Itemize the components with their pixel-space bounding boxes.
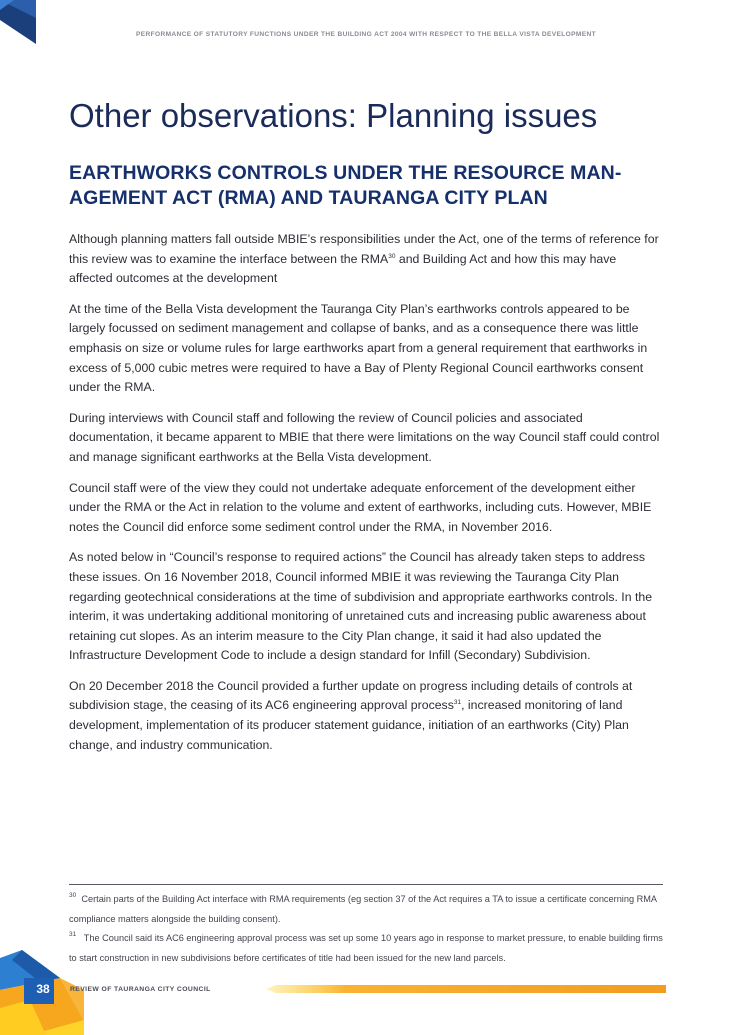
footnotes (69, 890, 669, 968)
footnote-ref-31: 31 (453, 699, 462, 707)
paragraph-6-part-b: , increased monitoring of land development, implementation of its producer statement guidance, initiation of an earthworks (City) Plan change, and industry communication. (69, 698, 629, 752)
section-heading: EARTHWORKS CONTROLS UNDER THE RESOURCE MAN-AGEMENT ACT (RMA) AND TAURANGA CITY PLAN (69, 162, 622, 209)
footnote-divider (69, 884, 663, 885)
paragraph-4: Council staff were of the view they could not undertake adequate enforcement of the development either under the RMA or the Act in relation to the volume and extent of earthworks, including cuts. However, MBIE notes the Council did enforce some sediment control under the RMA, in November 2016. (69, 480, 652, 534)
footnote-31 (69, 929, 669, 968)
running-header: PERFORMANCE OF STATUTORY FUNCTIONS UNDER THE BUILDING ACT 2004 WITH RESPECT TO THE BELLA VISTA DEVELOPMENT (136, 31, 596, 38)
footnote-30 (69, 890, 669, 929)
running-footer: REVIEW OF TAURANGA CITY COUNCIL (70, 986, 211, 993)
footnote-text: The Council said its AC6 engineering approval process was set up some 10 years ago in response to market pressure, to enable building firms to start construction in new subdivisions before certificates of title had been issued for the new land parcels. (69, 933, 663, 963)
paragraph-6 (69, 677, 661, 755)
paragraph-1 (69, 230, 661, 289)
paragraph-1-part-b: and Building Act and how this may have affected outcomes at the development (69, 251, 617, 286)
paragraph-2: At the time of the Bella Vista development the Tauranga City Plan’s earthworks controls appeared to be largely focussed on sediment management and collapse of banks, and as a consequence there was little emphasis on size or volume rules for large earthworks apart from a general requirement that earthworks in excess of 5,000 cubic metres were required to have a Bay of Plenty Regional Council earthworks consent under the RMA. (69, 301, 648, 395)
footnote-text: Certain parts of the Building Act interface with RMA requirements (eg section 37 of the Act requires a TA to issue a certificate concerning RMA compliance matters alongside the building consent). (69, 894, 657, 924)
page-number: 38 (36, 982, 50, 996)
paragraph-5: As noted below in “Council’s response to required actions” the Council has already taken steps to address these issues. On 16 November 2018, Council informed MBIE it was reviewing the Tauranga City Plan regarding geotechnical considerations at the time of subdivision and appropriate earthworks controls. In the interim, it was undertaking additional monitoring of unretained cuts and increasing public awareness about retaining cut slopes. As an interim measure to the City Plan change, it said it had also updated the Infrastructure Development Code to include a design standard for Infill (Secondary) Subdivision. (69, 550, 653, 663)
footnote-number: 30 (69, 892, 77, 899)
body-text (69, 230, 661, 766)
footnote-number: 31 (69, 931, 77, 938)
corner-graphic-top (0, 0, 40, 45)
paragraph-3: During interviews with Council staff and following the review of Council policies and associated documentation, it became apparent to MBIE that there were limitations on the way Council staff could control and manage significant earthworks at the Bella Vista development. (69, 410, 660, 464)
paragraph-6-part-a: On 20 December 2018 the Council provided a further update on progress including details of controls at subdivision stage, the ceasing of its AC6 engineering approval process (69, 678, 633, 713)
page-title: Other observations: Planning issues (69, 97, 598, 134)
footer-accent-bar (266, 985, 666, 993)
paragraph-1-part-a: Although planning matters fall outside MBIE’s responsibilities under the Act, one of the terms of reference for this review was to examine the interface between the RMA (69, 232, 659, 266)
footnote-ref-30: 30 (388, 252, 396, 260)
